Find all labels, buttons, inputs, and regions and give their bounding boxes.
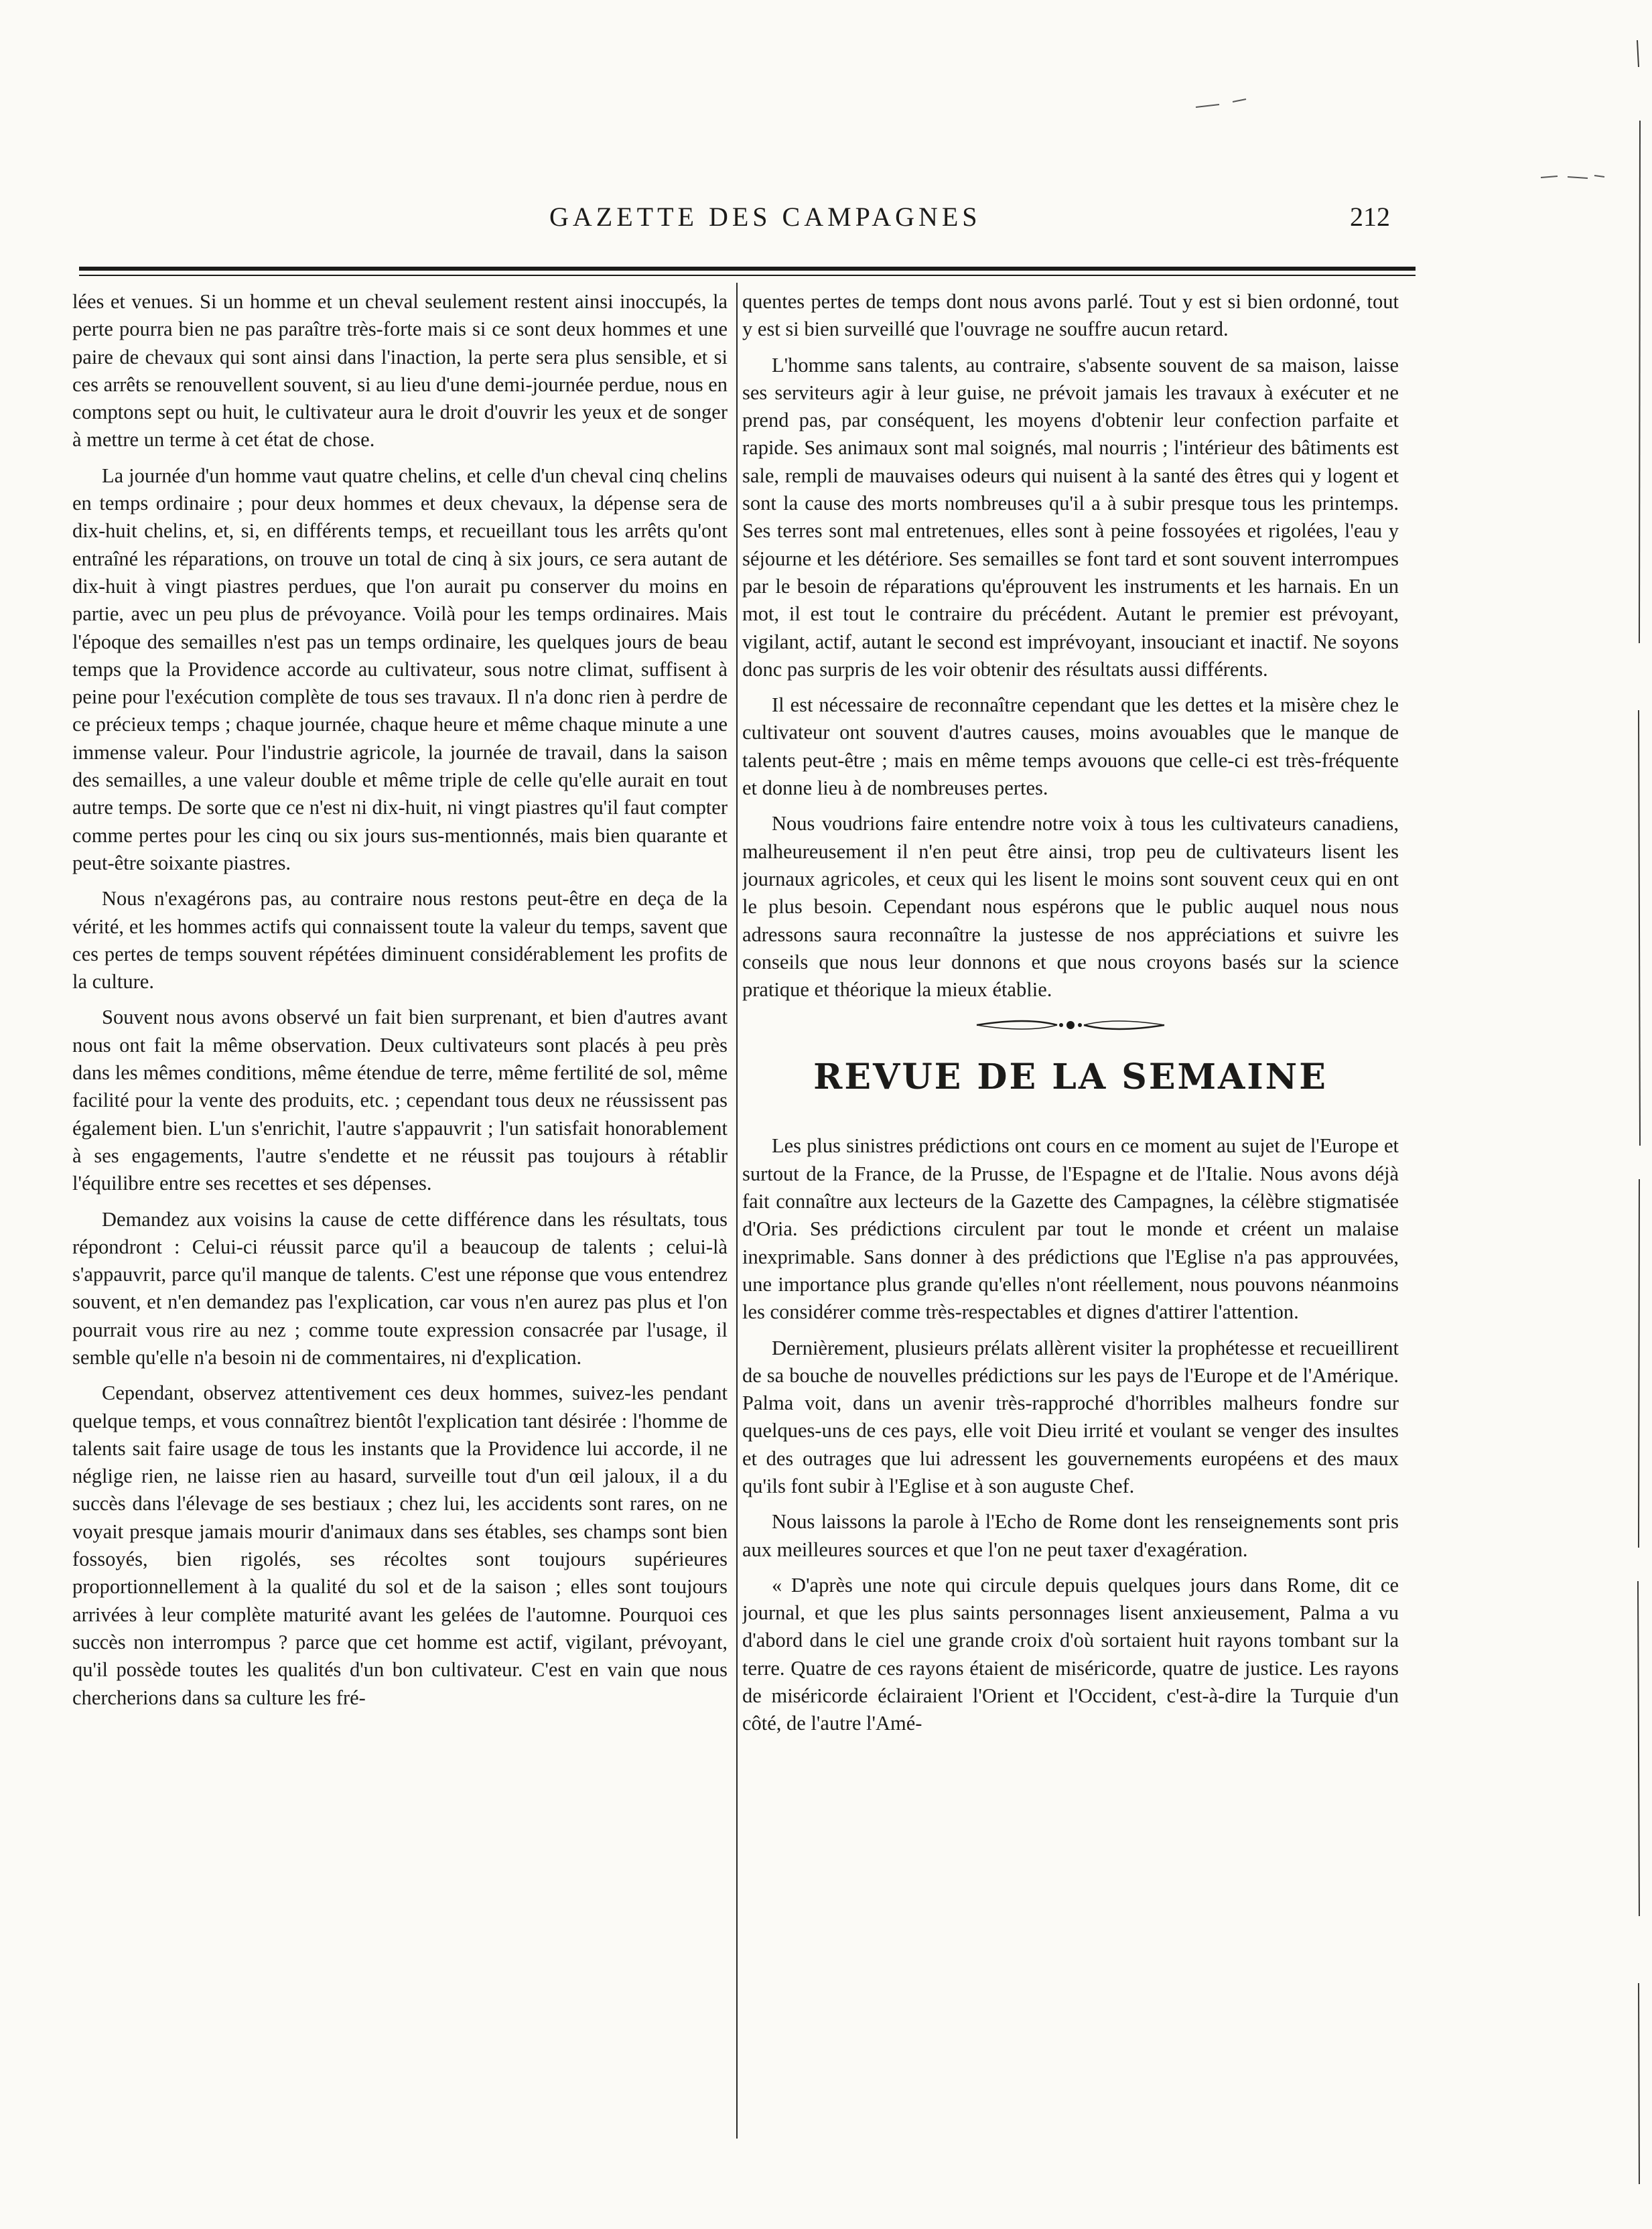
paragraph: Dernièrement, plusieurs prélats allèrent visiter la prophétesse et recueillirent de sa bouche de nouvelles prédictions sur les pays de l'Europe et de l'Amérique. Palma voit, dans un avenir très-rapproché d'horribles malheurs fondre sur quelques-uns de ces pays, elle voit Dieu irrité et voulant se venger des insultes et des outrages que lui adressent les gouvernements européens et des maux qu'ils font subir à l'Eglise et à son auguste Chef. (742, 1336, 1399, 1497)
scan-specks (1541, 167, 1608, 188)
paragraph: Les plus sinistres prédictions ont cours en ce moment au sujet de l'Europe et surtout de la France, de la Prusse, de l'Espagne et de l'Italie. Nous avons déjà fait connaître aux lecteurs de la Gazette des Campagnes, la célèbre stigmatisée d'Oria. Ses prédictions circulent par tout le monde et créent un malaise inexprimable. Sans donner à des prédictions que l'Eglise n'a pas approuvées, une importance plus grande qu'elles n'ont réellement, nous pouvons néanmoins les considérer comme très-respectables et dignes d'attirer l'attention. (742, 1134, 1399, 1324)
running-title: GAZETTE DES CAMPAGNES (549, 202, 981, 232)
scan-edge-marks (1635, 40, 1644, 2184)
scan-specks (1192, 87, 1273, 127)
paragraph: La journée d'un homme vaut quatre chelins, et celle d'un cheval cinq chelins en temps ordinaire ; pour deux hommes et deux chevaux, la dépense sera de dix-huit chelins, et, si, en différents temps, et recueillant tous les arrêts qu'ont entraîné les réparations, on trouve un total de cinq à six jours, ce sera autant de dix-huit à vingt piastres perdues, que l'on aurait pu conserver du moins en partie, avec un peu plus de prévoyance. Voilà pour les temps ordinaires. Mais l'époque des semailles n'est pas un temps ordinaire, les quelques jours de beau temps que la Providence accorde au cultivateur, sous notre climat, suffisent à peine pour l'exécution complète de tous ses travaux. Il n'a donc rien à perdre de ce précieux temps ; chaque journée, chaque heure et même chaque minute a une immense valeur. Pour l'industrie agricole, la journée de travail, dans la saison des semailles, a une valeur double et même triple de celle qu'elle aurait en tout autre temps. De sorte que ce n'est ni dix-huit, ni vingt piastres qu'il faut compter comme pertes pour les cinq ou six jours sus-mentionnés, mais bien quarante et peut-être soixante piastres. (72, 464, 728, 874)
paragraph: Il est nécessaire de reconnaître cependant que les dettes et la misère chez le cultivateur ont souvent d'autres causes, moins avouables que le manque de talents peut-être ; mais en même temps avouons que celle-ci est très-fréquente et donne lieu à de nombreuses pertes. (742, 693, 1399, 800)
header-rule-thick (79, 267, 1416, 271)
paragraph: Souvent nous avons observé un fait bien surprenant, et bien d'autres avant nous ont fait la même observation. Deux cultivateurs sont placés à peu près dans les mêmes conditions, même étendue de terre, même fertilité de sol, même facilité pour la vente des produits, etc. ; cependant tous deux ne réussissent pas également bien. L'un s'enrichit, l'autre s'appauvrit ; l'un satisfait honorablement à ses engagements, l'autre s'endette et ne réussit pas toujours à rétablir l'équilibre entre ses recettes et ses dépenses. (72, 1006, 728, 1195)
paragraph: Nous n'exagérons pas, au contraire nous restons peut-être en deça de la vérité, et les hommes actifs qui connaissent toute la valeur du temps, savent que ces pertes de temps souvent répétées diminuent considérablement les profits de la culture. (72, 887, 728, 994)
paragraph: lées et venues. Si un homme et un cheval seulement restent ainsi inoccupés, la perte pourra bien ne pas paraître très-forte mais si ce sont deux hommes et une paire de chevaux qui sont ainsi dans l'inaction, la perte sera plus sensible, et si ces arrêts se renouvellent souvent, si au lieu d'une demi-journée perdue, nous en comptons sept ou huit, le cultivateur aura le droit d'ouvrir les yeux et de songer à mettre un terme à cet état de chose. (72, 290, 728, 452)
paragraph: quentes pertes de temps dont nous avons parlé. Tout y est si bien ordonné, tout y est si bien surveillé que l'ouvrage ne souffre aucun retard. (742, 290, 1399, 341)
page-number: 212 (1350, 202, 1390, 232)
paragraph: Cependant, observez attentivement ces deux hommes, suivez-les pendant quelque temps, et vous connaîtrez bientôt l'explication tant désirée : l'homme de talents sait faire usage de tous les instants que la Providence lui accorde, il ne néglige rien, ne laisse rien au hasard, surveille tout d'un œil jaloux, il a du succès dans l'élevage de ses bestiaux ; chez lui, les accidents sont rares, on ne voyait presque jamais mourir d'animaux dans ses étables, ses champs sont bien fossoyés, bien rigolés, ses récoltes sont toujours supérieures proportionnellement à la qualité du sol et de la saison ; elles sont toujours arrivées à leur complète maturité avant les gelées de l'automne. Pourquoi ces succès non interrompus ? parce que cet homme est actif, vigilant, prévoyant, qu'il possède toutes les qualités d'un bon cultivateur. C'est en vain que nous chercherions dans sa culture les fré- (72, 1381, 728, 1709)
paragraph: Nous laissons la parole à l'Echo de Rome dont les renseignements sont pris aux meilleures sources et que l'on ne peut taxer d'exagération. (742, 1510, 1399, 1561)
paragraph: L'homme sans talents, au contraire, s'absente souvent de sa maison, laisse ses serviteurs agir à leur guise, ne prévoit jamais les travaux à exécuter et ne prend pas, par conséquent, les moyens d'obtenir leur confection parfaite et rapide. Ses animaux sont mal soignés, mal nourris ; l'intérieur des bâtiments est sale, rempli de mauvaises odeurs qui nuisent à la santé des êtres qui y logent et sont la cause des morts nombreuses qu'il a à subir presque tous les printemps. Ses terres sont mal entretenues, elles sont à peine fossoyées et rigolées, l'eau y séjourne et les détériore. Ses semailles se font tard et sont souvent interrompues par le besoin de réparations qu'éprouvent les instruments et les harnais. En un mot, il est tout le contraire du précédent. Autant le premier est prévoyant, vigilant, actif, autant le second est imprévoyant, insouciant et inactif. Ne soyons donc pas surpris de les voir obtenir des résultats aussi différents. (742, 353, 1399, 681)
column-divider (736, 283, 738, 2139)
paragraph: Demandez aux voisins la cause de cette différence dans les résultats, tous répondront : Celui-ci réussit parce qu'il a beaucoup de talents ; celui-là s'appauvrit, parce qu'il manque de talents. C'est une réponse que vous entendrez souvent, et n'en demandez pas l'explication, car vous n'en aurez pas plus et l'on pourrait vous rire au nez ; comme toute expression consacrée par l'usage, il semble qu'elle n'a besoin ni de commentaires, ni d'explication. (72, 1207, 728, 1369)
section-heading: REVUE DE LA SEMAINE (813, 1057, 1328, 1098)
paragraph: « D'après une note qui circule depuis quelques jours dans Rome, dit ce journal, et que les plus saints personnages lisent anxieusement, Palma a vu d'abord dans le ciel une grande croix d'où sortaient huit rayons tombant sur la terre. Quatre de ces rayons étaient de miséricorde, quatre de justice. Les rayons de miséricorde éclairaient l'Orient et l'Occident, c'est-à-dire la Turquie d'un côté, de l'autre l'Amé- (742, 1573, 1399, 1735)
ornament-flourish-icon (970, 1013, 1171, 1037)
right-column (742, 288, 1399, 2144)
section-ornament (742, 1013, 1399, 1037)
paragraph: Nous voudrions faire entendre notre voix à tous les cultivateurs canadiens, malheureusement il n'en peut être ainsi, trop peu de cultivateurs lisent les journaux agricoles, et ceux qui les lisent le moins sont souvent ceux qui en ont le plus besoin. Cependant nous espérons que le public auquel nous nous adressons saura reconnaître la justesse de nos appréciations et suivre les conseils que nous leur donnons et que nous croyons basés sur la science pratique et théorique la mieux établie. (742, 812, 1399, 1002)
left-column (72, 288, 728, 2144)
header-rule-thin (79, 275, 1416, 276)
